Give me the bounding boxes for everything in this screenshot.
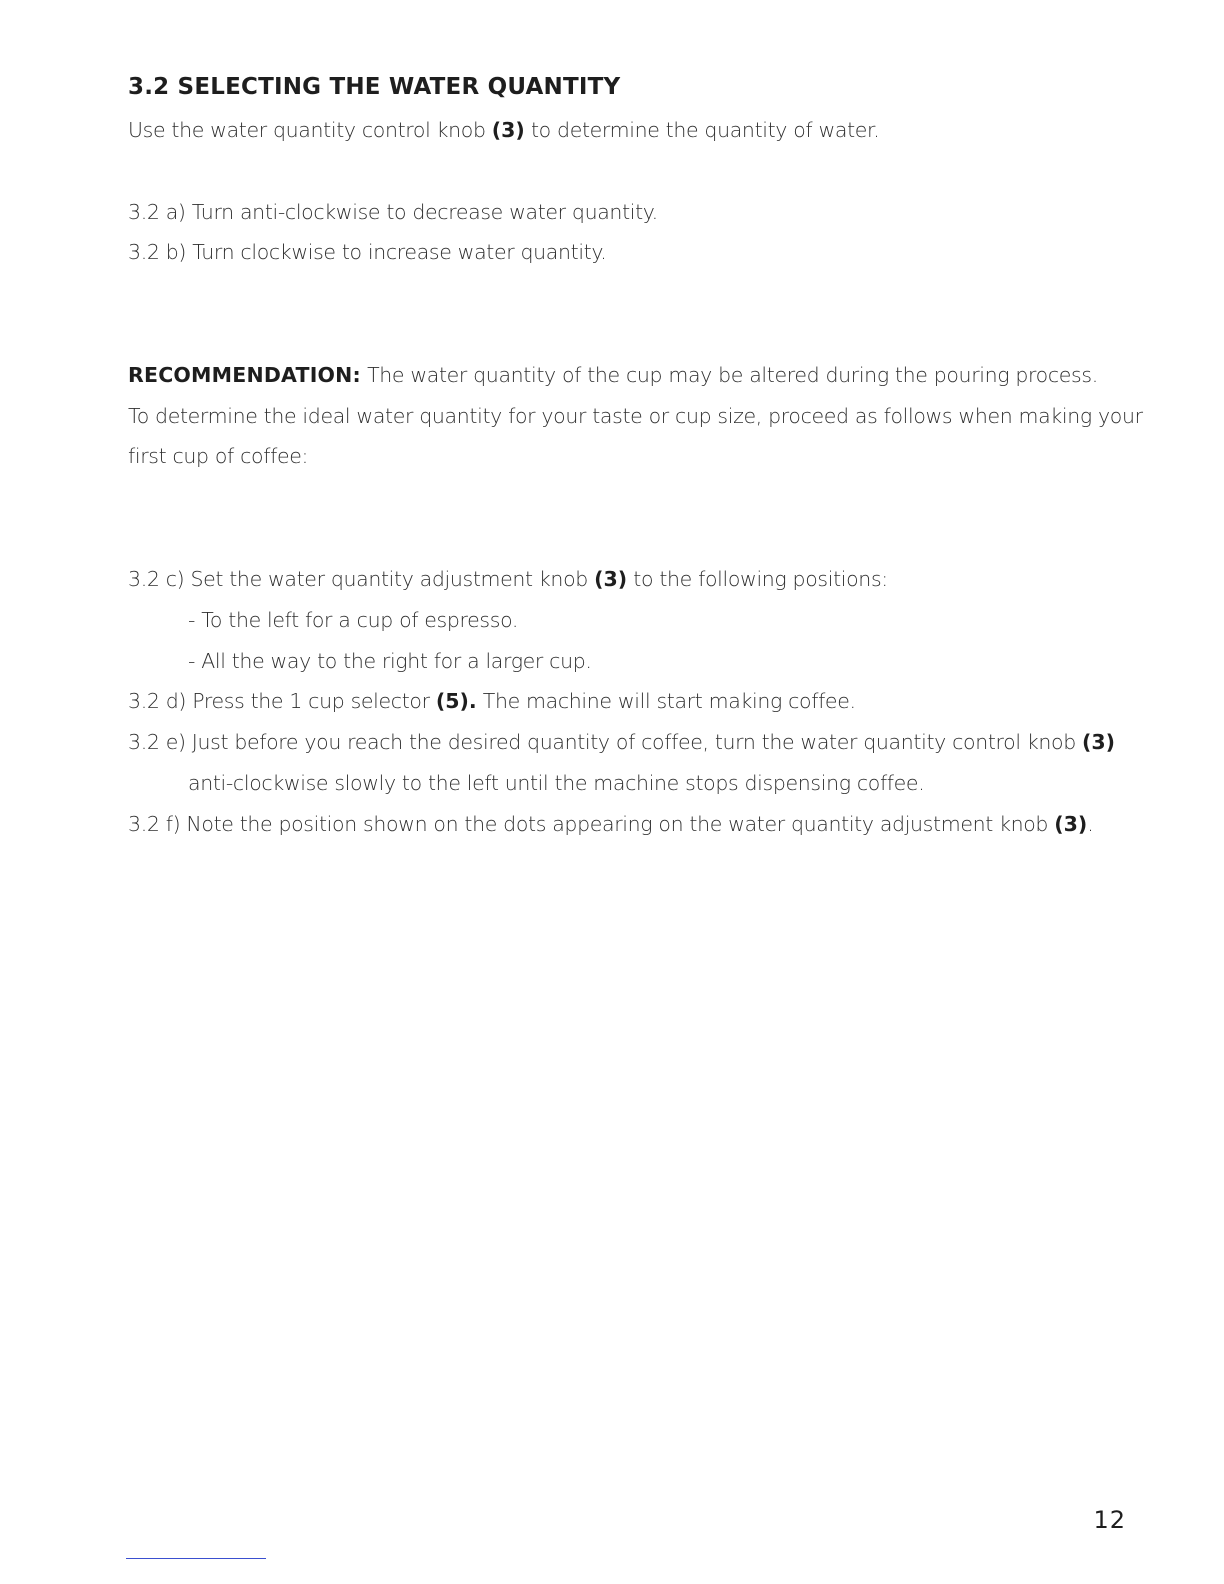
step-b: 3.2 b) Turn clockwise to increase water quantity. <box>128 240 607 264</box>
recommendation-line-3: first cup of coffee: <box>128 444 309 468</box>
step-e <box>128 730 1115 754</box>
footer-rule <box>126 1558 266 1559</box>
step-f-before: 3.2 f) Note the position shown on the dots appearing on the water quantity adjustment knob <box>128 812 1055 836</box>
step-d-after: The machine will start making coffee. <box>476 689 856 713</box>
step-c-after: to the following positions: <box>627 567 888 591</box>
knob-reference: (3) <box>1054 812 1088 836</box>
knob-reference: (3) <box>1082 730 1116 754</box>
step-c-before: 3.2 c) Set the water quantity adjustment knob <box>128 567 595 591</box>
step-e-before: 3.2 e) Just before you reach the desired quantity of coffee, turn the water quantity control knob <box>128 730 1083 754</box>
recommendation-line-1 <box>128 363 1098 387</box>
page-number: 12 <box>1093 1506 1126 1534</box>
step-c-bullet-espresso: - To the left for a cup of espresso. <box>188 608 519 632</box>
intro-text-before: Use the water quantity control knob <box>128 118 492 142</box>
step-c-bullet-larger-cup: - All the way to the right for a larger cup. <box>188 649 592 673</box>
step-f-after: . <box>1087 812 1094 836</box>
step-d <box>128 689 856 713</box>
selector-reference: (5). <box>435 689 477 713</box>
step-a: 3.2 a) Turn anti-clockwise to decrease water quantity. <box>128 200 658 224</box>
recommendation-text: The water quantity of the cup may be altered during the pouring process. <box>360 363 1098 387</box>
knob-reference: (3) <box>594 567 628 591</box>
intro-paragraph <box>128 118 879 142</box>
step-c <box>128 567 888 591</box>
section-heading: 3.2 SELECTING THE WATER QUANTITY <box>128 74 621 100</box>
recommendation-line-2: To determine the ideal water quantity for your taste or cup size, proceed as follows when making your <box>128 404 1143 428</box>
intro-text-after: to determine the quantity of water. <box>524 118 880 142</box>
step-d-before: 3.2 d) Press the 1 cup selector <box>128 689 436 713</box>
step-f <box>128 812 1093 836</box>
knob-reference: (3) <box>491 118 525 142</box>
recommendation-label: RECOMMENDATION: <box>128 363 361 387</box>
step-e-continuation: anti-clockwise slowly to the left until the machine stops dispensing coffee. <box>188 771 925 795</box>
